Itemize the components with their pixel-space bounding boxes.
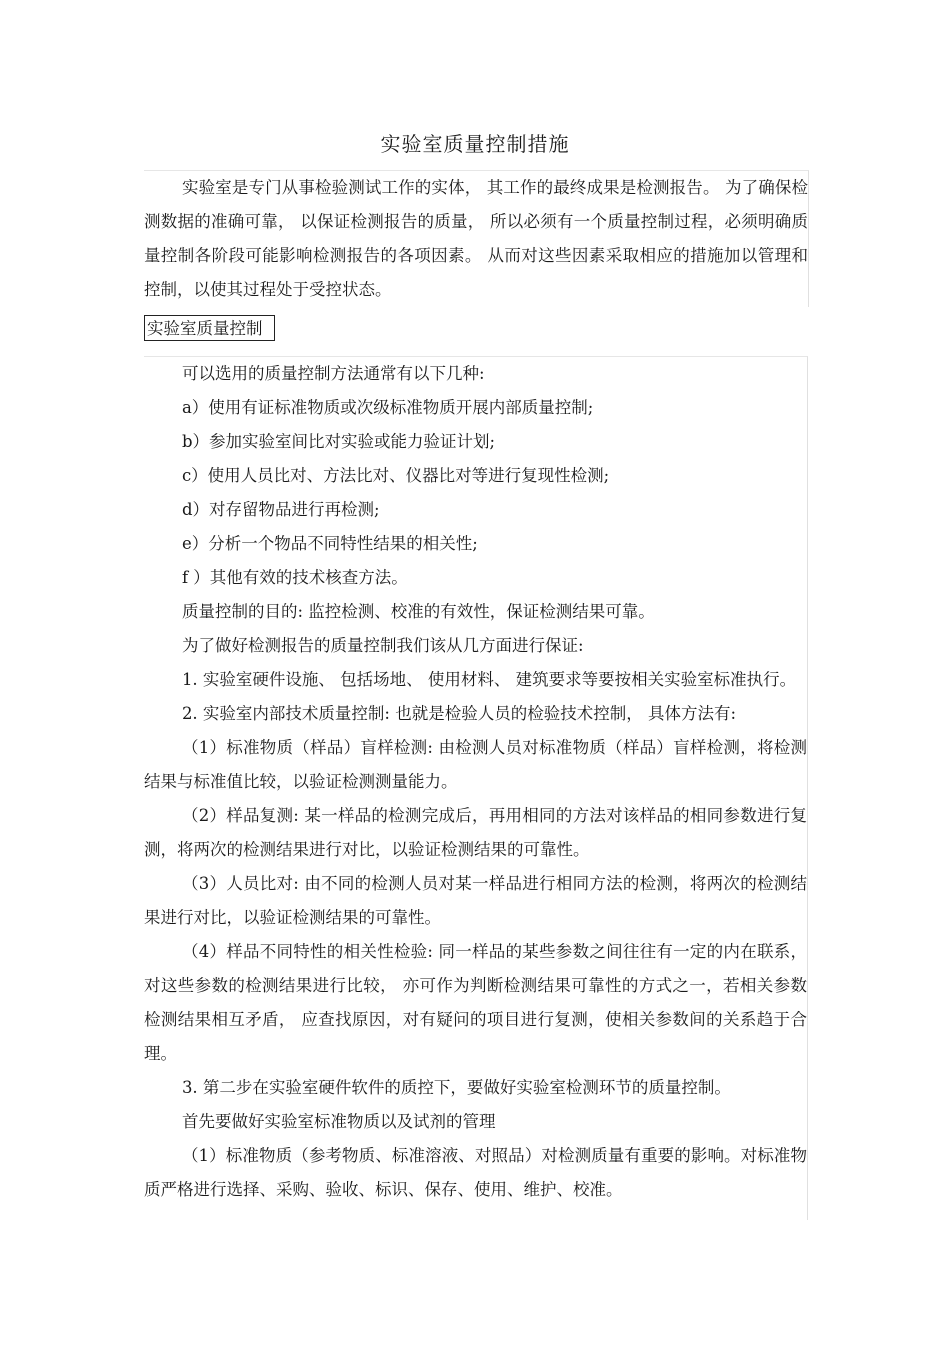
paragraph: d）对存留物品进行再检测;	[181, 500, 380, 519]
page-title: 实验室质量控制措施	[380, 132, 570, 156]
paragraph: （1）标准物质（样品）盲样检测: 由检测人员对标准物质（样品）盲样检测，将检测结果与标准值比较，以验证检测测量能力。	[144, 738, 807, 791]
paragraph: 1. 实验室硬件设施、 包括场地、 使用材料、 建筑要求等要按相关实验室标准执行。	[181, 670, 797, 689]
paragraph: e）分析一个物品不同特性结果的相关性;	[181, 534, 478, 553]
paragraph: a）使用有证标准物质或次级标准物质开展内部质量控制;	[181, 398, 594, 417]
body-section	[144, 356, 808, 1220]
paragraph: f ）其他有效的技术核查方法。	[181, 568, 408, 587]
paragraph: （2）样品复测: 某一样品的检测完成后，再用相同的方法对该样品的相同参数进行复测，将两次的检测结果进行对比，以验证检测结果的可靠性。	[144, 806, 807, 859]
intro-paragraph: 实验室是专门从事检验测试工作的实体， 其工作的最终成果是检测报告。 为了确保检测数据的准确可靠， 以保证检测报告的质量， 所以必须有一个质量控制过程，必须明确质量控制各阶段可能影响检测报告的各项因素。 从而对这些因素采取相应的措施加以管理和控制，以使其过程处于受控状态。	[144, 178, 808, 299]
intro-section	[144, 170, 809, 307]
paragraph: 3. 第二步在实验室硬件软件的质控下，要做好实验室检测环节的质量控制。	[181, 1078, 731, 1097]
paragraph: 质量控制的目的: 监控检测、校准的有效性，保证检测结果可靠。	[181, 602, 655, 621]
paragraph: c）使用人员比对、方法比对、仪器比对等进行复现性检测;	[181, 466, 610, 485]
paragraph: （4）样品不同特性的相关性检验: 同一样品的某些参数之间往往有一定的内在联系，对这些参数的检测结果进行比较， 亦可作为判断检测结果可靠性的方式之一，若相关参数检测结果相互矛盾， 应查找原因，对有疑问的项目进行复测，使相关参数间的关系趋于合理。	[144, 942, 807, 1063]
paragraph: （1）标准物质（参考物质、标准溶液、对照品）对检测质量有重要的影响。对标准物质严格进行选择、采购、验收、标识、保存、使用、维护、校准。	[144, 1146, 807, 1199]
paragraph: 2. 实验室内部技术质量控制: 也就是检验人员的检验技术控制， 具体方法有:	[181, 704, 737, 723]
paragraph: 为了做好检测报告的质量控制我们该从几方面进行保证:	[181, 636, 584, 655]
paragraph: 可以选用的质量控制方法通常有以下几种:	[181, 364, 485, 383]
paragraph: 首先要做好实验室标准物质以及试剂的管理	[181, 1112, 496, 1131]
paragraph: （3）人员比对: 由不同的检测人员对某一样品进行相同方法的检测，将两次的检测结果进行对比，以验证检测结果的可靠性。	[144, 874, 807, 927]
paragraph: b）参加实验室间比对实验或能力验证计划;	[181, 432, 496, 451]
section-heading: 实验室质量控制	[144, 315, 275, 341]
